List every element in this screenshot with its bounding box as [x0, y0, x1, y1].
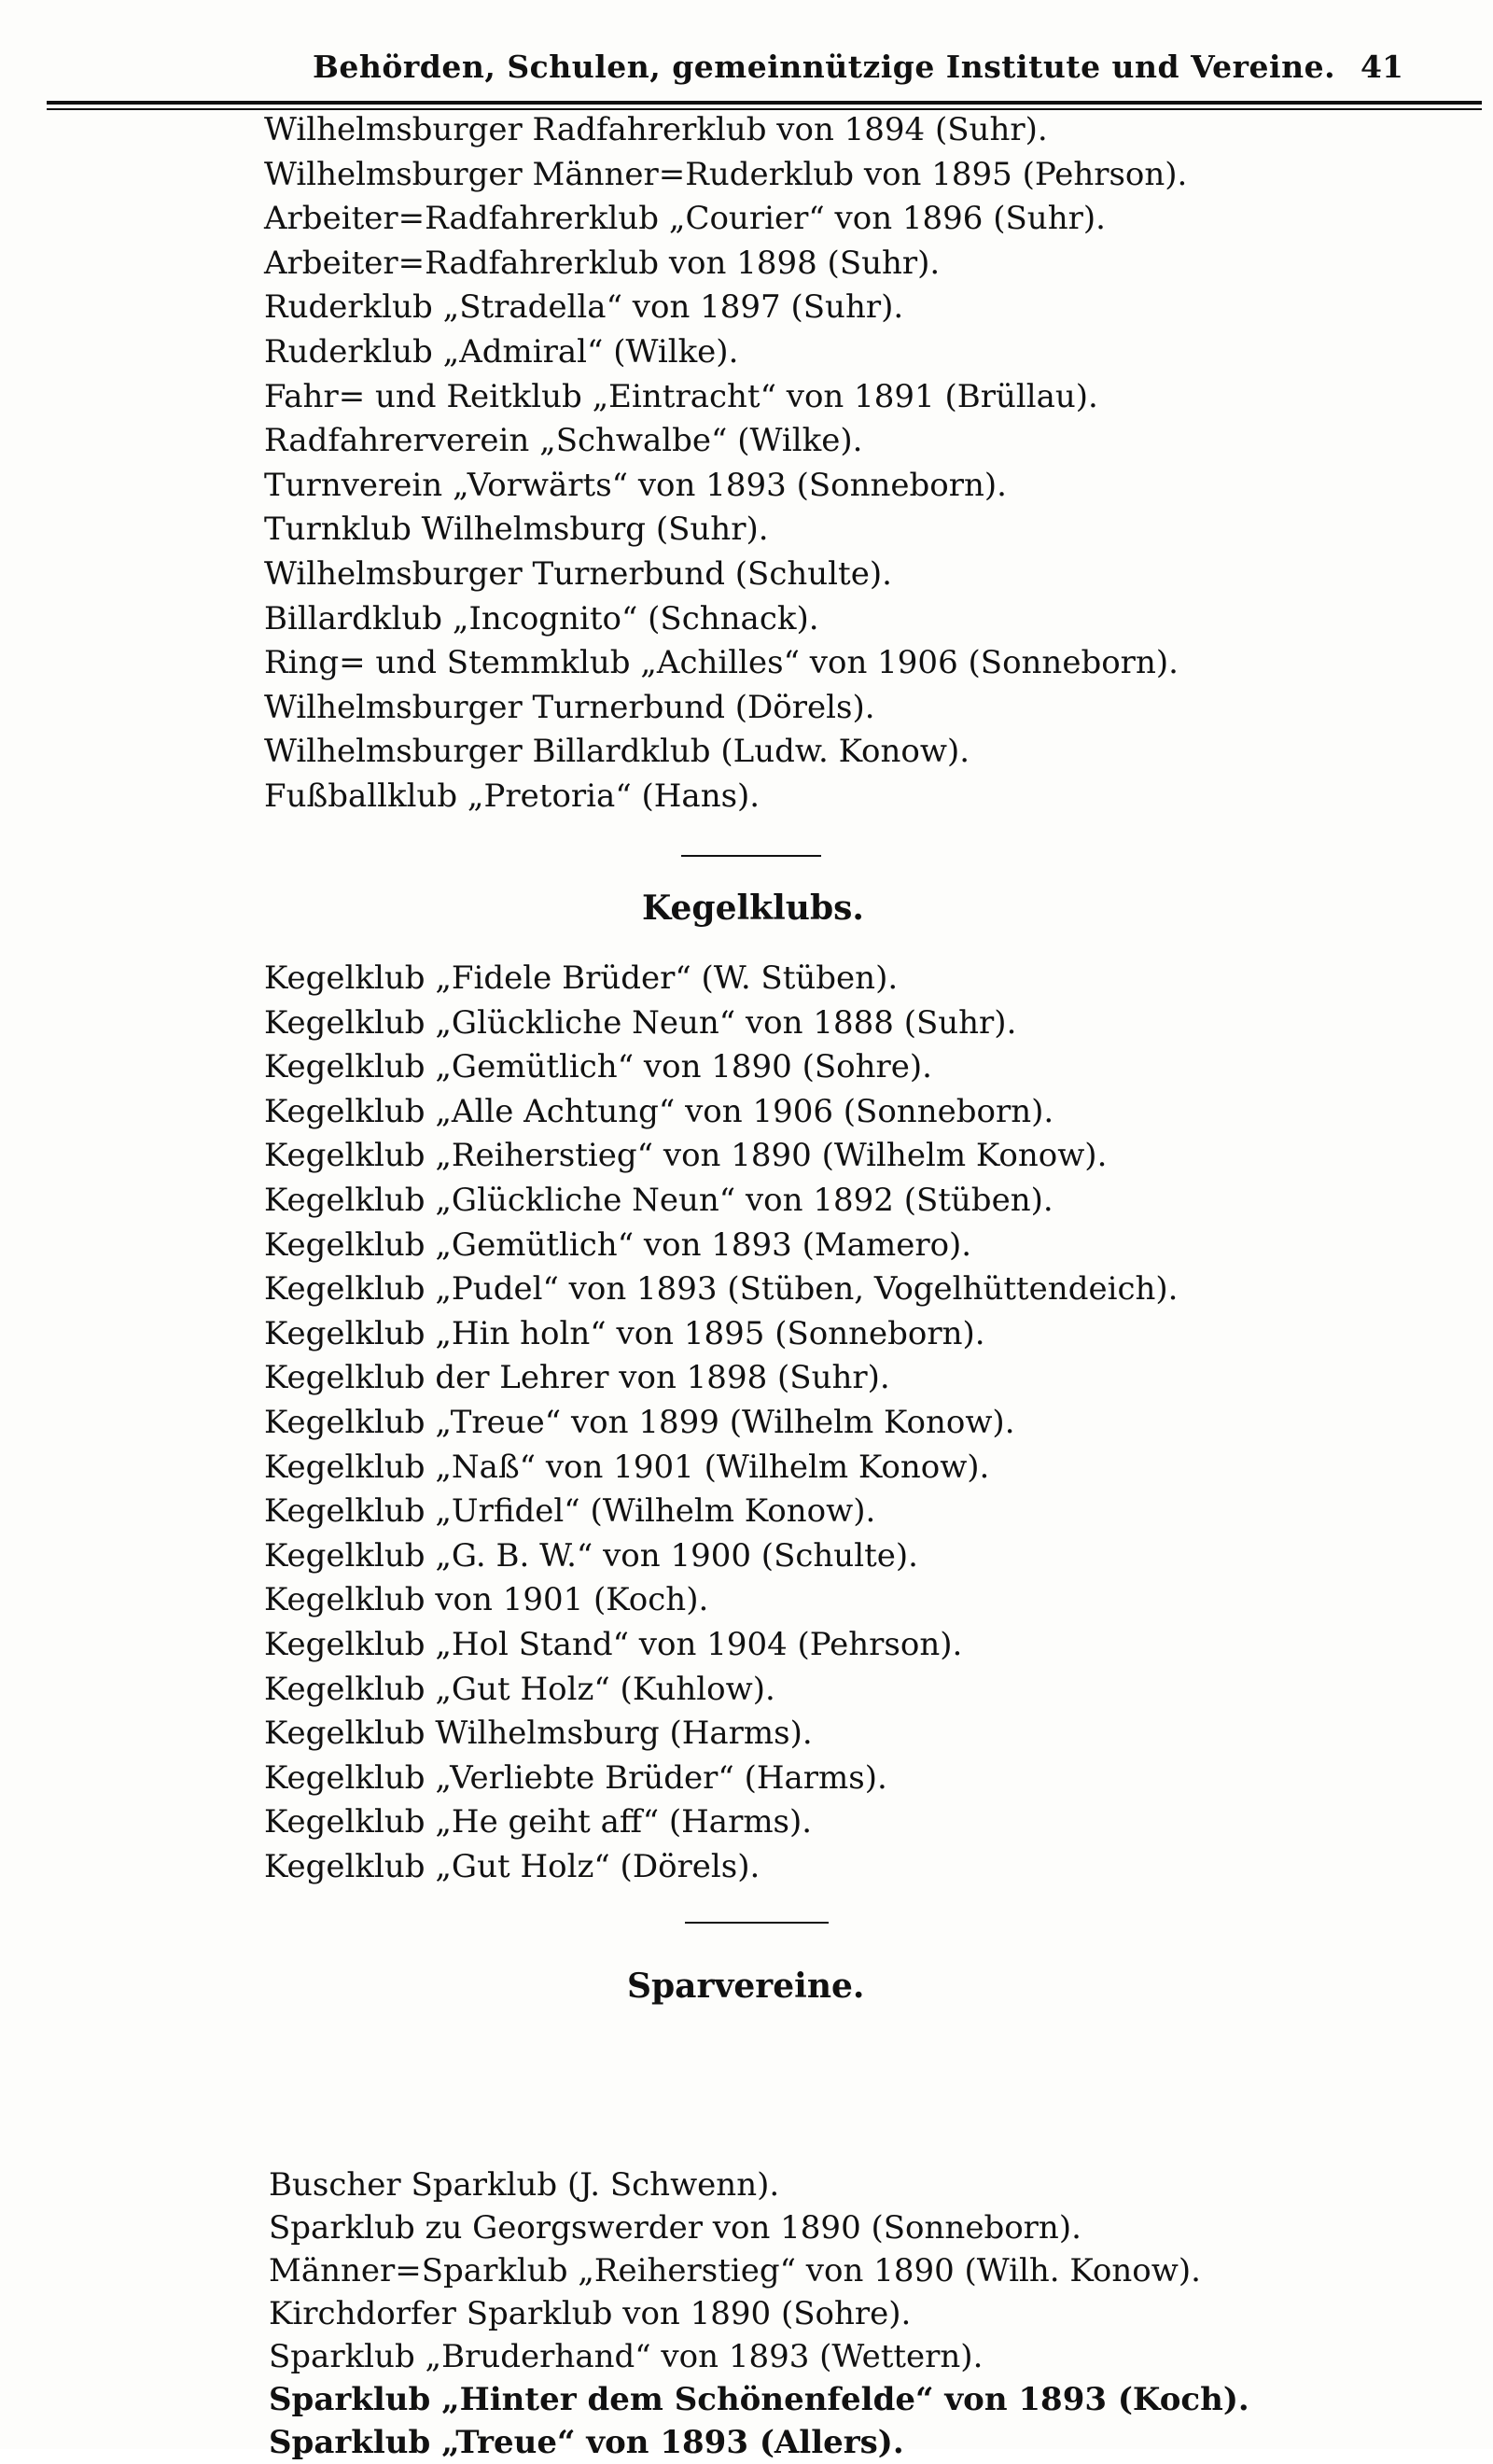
- list-item: Sparklub „Bruderhand“ von 1893 (Wettern).: [269, 2338, 984, 2375]
- list-item: Kegelklub „Reiherstieg“ von 1890 (Wilhelm Konow).: [264, 1137, 1108, 1175]
- list-item: Kegelklub Wilhelmsburg (Harms).: [264, 1715, 813, 1753]
- list-item: Kegelklub von 1901 (Koch).: [264, 1581, 709, 1619]
- list-item: Kegelklub „Gut Holz“ (Kuhlow).: [264, 1670, 775, 1708]
- list-item: Wilhelmsburger Turnerbund (Schulte).: [264, 554, 892, 593]
- list-item: Turnklub Wilhelmsburg (Suhr).: [264, 511, 769, 549]
- running-title: Behörden, Schulen, gemeinnützige Institute und Vereine.: [313, 49, 1336, 85]
- list-item: Arbeiter=Radfahrerklub „Courier“ von 1896 (Suhr).: [264, 200, 1106, 238]
- list-item: Kegelklub der Lehrer von 1898 (Suhr).: [264, 1359, 890, 1397]
- section-divider: [685, 1922, 829, 1924]
- list-item: Turnverein „Vorwärts“ von 1893 (Sonneborn).: [264, 466, 1007, 504]
- kegelklubs-list: [264, 957, 1178, 1889]
- list-item: Kegelklub „Alle Achtung“ von 1906 (Sonneborn).: [264, 1092, 1054, 1130]
- list-item: Kegelklub „Gemütlich“ von 1893 (Mamero).: [264, 1225, 972, 1264]
- list-item: Kegelklub „G. B. W.“ von 1900 (Schulte).: [264, 1536, 918, 1575]
- list-item: Sparklub zu Georgswerder von 1890 (Sonneborn).: [269, 2209, 1081, 2247]
- list-item: Ruderklub „Admiral“ (Wilke).: [264, 332, 739, 371]
- list-item: Sparklub „Hinter dem Schönenfelde“ von 1893 (Koch).: [269, 2381, 1249, 2418]
- list-item: Kegelklub „Fidele Brüder“ (W. Stüben).: [264, 959, 899, 997]
- list-item: Sparklub „Treue“ von 1893 (Allers).: [269, 2424, 904, 2461]
- vereine-list: [264, 108, 1187, 819]
- list-item: Kegelklub „Glückliche Neun“ von 1892 (Stüben).: [264, 1181, 1053, 1219]
- list-item: Radfahrerverein „Schwalbe“ (Wilke).: [264, 422, 863, 460]
- list-item: Kegelklub „Pudel“ von 1893 (Stüben, Vogelhüttendeich).: [264, 1270, 1179, 1309]
- list-item: Arbeiter=Radfahrerklub von 1898 (Suhr).: [264, 244, 941, 282]
- sparvereine-list: [269, 2163, 1249, 2464]
- list-item: Kegelklub „Urfidel“ (Wilhelm Konow).: [264, 1492, 876, 1531]
- page-number: 41: [1360, 49, 1403, 85]
- list-item: Buscher Sparklub (J. Schwenn).: [269, 2166, 780, 2204]
- list-item: Kegelklub „Gut Holz“ (Dörels).: [264, 1847, 760, 1885]
- section-heading-sparvereine: Sparvereine.: [627, 1967, 865, 2006]
- list-item: Kegelklub „Hin holn“ von 1895 (Sonneborn).: [264, 1314, 985, 1352]
- list-item: Kegelklub „Gemütlich“ von 1890 (Sohre).: [264, 1048, 932, 1086]
- list-item: Billardklub „Incognito“ (Schnack).: [264, 599, 819, 637]
- list-item: Wilhelmsburger Männer=Ruderklub von 1895 (Pehrson).: [264, 155, 1188, 193]
- running-head: [0, 49, 1493, 95]
- list-item: Kegelklub „He geiht aff“ (Harms).: [264, 1803, 813, 1841]
- list-item: Ruderklub „Stradella“ von 1897 (Suhr).: [264, 288, 904, 327]
- list-item: Fußballklub „Pretoria“ (Hans).: [264, 777, 760, 815]
- list-item: Kegelklub „Glückliche Neun“ von 1888 (Suhr).: [264, 1003, 1017, 1042]
- list-item: Kegelklub „Hol Stand“ von 1904 (Pehrson).: [264, 1625, 963, 1663]
- list-item: Fahr= und Reitklub „Eintracht“ von 1891 (Brüllau).: [264, 377, 1098, 415]
- list-item: Wilhelmsburger Turnerbund (Dörels).: [264, 688, 875, 726]
- list-item: Kegelklub „Verliebte Brüder“ (Harms).: [264, 1758, 887, 1797]
- header-rule-thick: [47, 101, 1482, 105]
- section-heading-kegelklubs: Kegelklubs.: [642, 889, 864, 928]
- list-item: Kegelklub „Naß“ von 1901 (Wilhelm Konow).: [264, 1448, 990, 1486]
- list-item: Wilhelmsburger Billardklub (Ludw. Konow).: [264, 733, 970, 771]
- list-item: Wilhelmsburger Radfahrerklub von 1894 (Suhr).: [264, 111, 1048, 148]
- list-item: Ring= und Stemmklub „Achilles“ von 1906 (Sonneborn).: [264, 644, 1179, 682]
- list-item: Kirchdorfer Sparklub von 1890 (Sohre).: [269, 2295, 912, 2332]
- list-item: Kegelklub „Treue“ von 1899 (Wilhelm Konow).: [264, 1403, 1015, 1441]
- list-item: Männer=Sparklub „Reiherstieg“ von 1890 (Wilh. Konow).: [269, 2252, 1201, 2289]
- section-divider: [681, 855, 821, 857]
